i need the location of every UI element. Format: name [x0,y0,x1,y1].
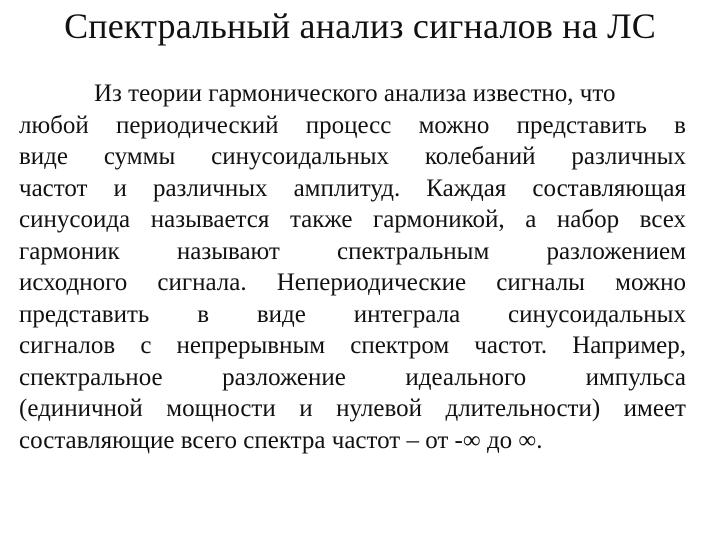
word: исходного [19,269,128,296]
word: колебаний [424,143,536,170]
word: различных [152,174,268,202]
word: импульса [585,363,686,391]
slide-paragraph [19,78,686,456]
word: всех [639,206,686,233]
paragraph-line: Из теории гармонического анализа известно, что [94,80,616,107]
word: и [113,174,127,202]
word: также [289,206,353,233]
word: спектральным [336,237,490,265]
word: синусоидальных [508,300,686,328]
word: называется [150,206,270,233]
word: можно [615,269,686,296]
paragraph-line [19,393,686,425]
word: а [525,206,537,233]
paragraph-line [19,173,686,205]
word: называют [176,237,280,265]
word: частот [19,174,88,202]
word: сигнала. [157,269,247,296]
word: суммы [103,143,176,170]
paragraph-line [19,204,686,236]
word: идеального [405,363,527,391]
word: синусоида [19,206,131,233]
word: имеет [623,395,686,422]
word: сигналов [19,332,116,359]
word: сигналы [496,269,585,296]
word: Например, [572,332,686,359]
word: гармоник [19,237,120,265]
word: разложением [546,237,686,265]
word: Каждая [426,174,507,202]
word: непрерывным [176,332,326,359]
word: любой [19,111,89,139]
word: виде [256,300,306,328]
paragraph-line [19,141,686,173]
word: частот. [474,332,548,359]
word: мощности [166,395,276,422]
word: можно [418,111,490,139]
word: разложение [222,363,346,391]
word: спектром [350,332,450,359]
word: набор [556,206,620,233]
word: Непериодические [276,269,467,296]
paragraph-line [19,330,686,362]
word: интеграла [353,300,461,328]
word: различных [571,143,686,170]
paragraph-line [19,236,686,268]
word: (единичной [19,395,143,422]
paragraph-line: составляющие всего спектра частот – от -∞ до ∞. [19,426,543,454]
word: в [674,111,686,139]
word: нулевой [336,395,422,422]
word: спектральное [19,363,163,391]
slide-title: Спектральный анализ сигналов на ЛС [64,6,656,46]
word: в [197,300,209,328]
paragraph-line [19,267,686,299]
paragraph-line [19,299,686,331]
word: амплитуд. [293,174,401,202]
word: представить [516,111,647,139]
word: представить [19,300,150,328]
word: виде [19,143,68,170]
paragraph-line [19,362,686,394]
word: процесс [305,111,392,139]
word: составляющая [532,174,686,202]
word: с [140,332,152,359]
word: синусоидальных [211,143,390,170]
word: длительности) [445,395,601,422]
word: гармоникой, [373,206,505,233]
word: и [299,395,313,422]
word: периодический [115,111,279,139]
paragraph-line [19,110,686,142]
